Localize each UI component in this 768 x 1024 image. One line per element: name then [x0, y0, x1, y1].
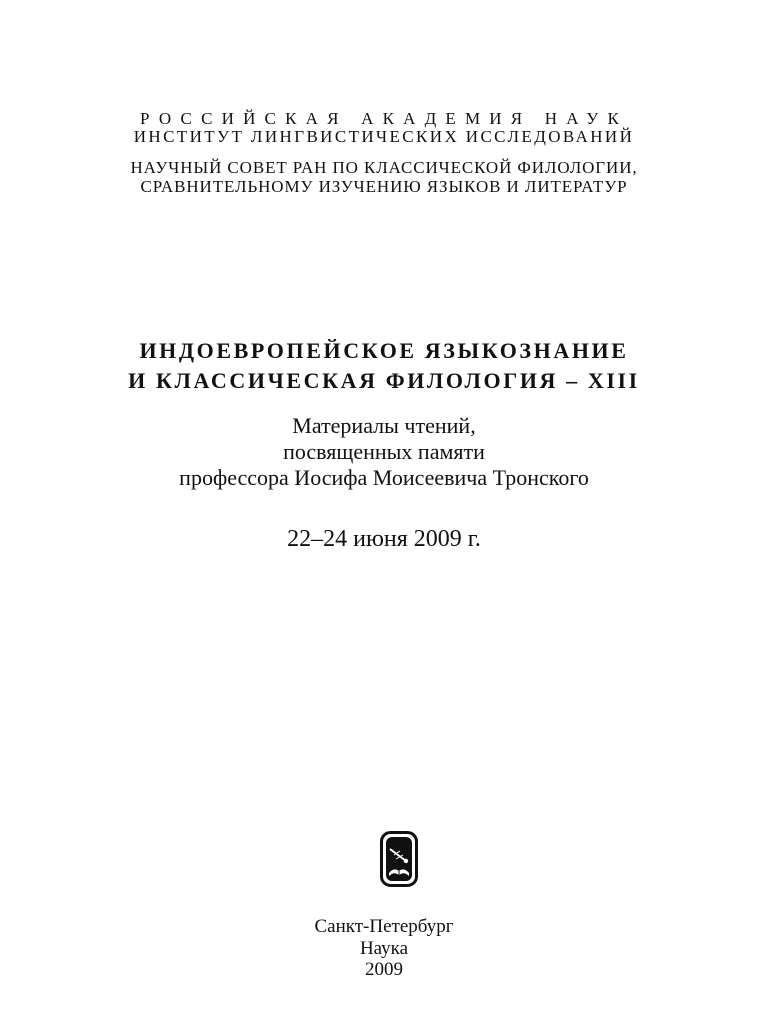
- publisher-name: Наука: [359, 938, 409, 959]
- conference-dates: 22–24 июня 2009 г.: [287, 526, 481, 552]
- publisher-city: Санкт-Петербург: [314, 916, 454, 937]
- subtitle-line1: Материалы чтений,: [292, 413, 476, 438]
- academy-name: РОССИЙСКАЯ АКАДЕМИЯ НАУК: [139, 109, 628, 128]
- publication-year: 2009: [365, 959, 403, 980]
- subtitle-line2: посвященных памяти: [283, 439, 485, 464]
- council-name-line2: СРАВНИТЕЛЬНОМУ ИЗУЧЕНИЮ ЯЗЫКОВ И ЛИТЕРАТУР: [140, 177, 628, 196]
- nauka-publisher-logo-icon: [380, 831, 418, 887]
- institute-name: ИНСТИТУТ ЛИНГВИСТИЧЕСКИХ ИССЛЕДОВАНИЙ: [133, 127, 635, 146]
- subtitle-line3: профессора Иосифа Моисеевича Тронского: [179, 465, 589, 490]
- council-name-line1: НАУЧНЫЙ СОВЕТ РАН ПО КЛАССИЧЕСКОЙ ФИЛОЛОГИИ,: [130, 158, 638, 177]
- book-title-line1: ИНДОЕВРОПЕЙСКОЕ ЯЗЫКОЗНАНИЕ: [139, 338, 629, 363]
- book-title-line2: И КЛАССИЧЕСКАЯ ФИЛОЛОГИЯ – XIII: [128, 368, 640, 393]
